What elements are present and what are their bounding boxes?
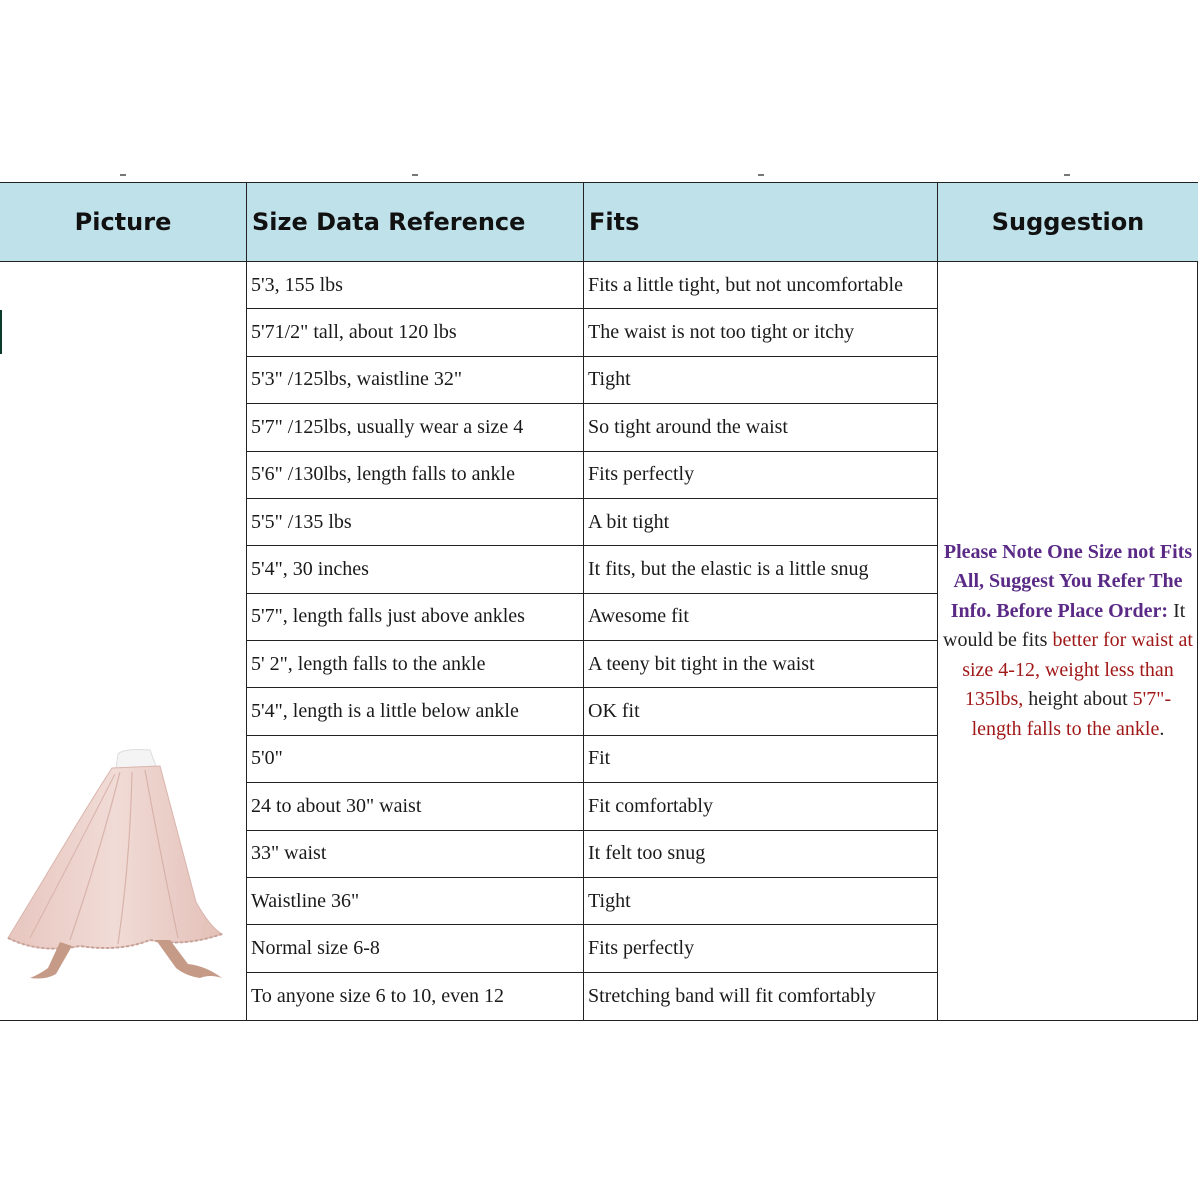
fit-cell: Fits perfectly [583, 452, 937, 499]
size-reference-cell: 24 to about 30" waist [246, 783, 583, 830]
fit-cell: Tight [583, 357, 937, 404]
picture-cell [0, 262, 246, 1020]
column-tick-4 [1064, 174, 1070, 176]
fit-cell: A bit tight [583, 499, 937, 546]
fit-cell: Stretching band will fit comfortably [583, 973, 937, 1020]
size-reference-cell: 5'3, 155 lbs [246, 262, 583, 309]
header-picture: Picture [0, 183, 246, 262]
fit-cell: Fits a little tight, but not uncomfortable [583, 262, 937, 309]
size-reference-cell: 5'7" /125lbs, usually wear a size 4 [246, 404, 583, 451]
suggestion-highlight-2: 5'7"-length falls to the ankle [971, 688, 1172, 740]
fit-cell: Fit [583, 736, 937, 783]
suggestion-highlight-1: better for waist at size 4-12, weight less than 135lbs, [962, 629, 1193, 711]
fit-cell: The waist is not too tight or itchy [583, 309, 937, 356]
size-reference-cell: 33" waist [246, 831, 583, 878]
column-tick-2 [412, 174, 418, 176]
column-tick-3 [758, 174, 764, 176]
suggestion-text-2: height about [1023, 688, 1133, 711]
fit-cell: Awesome fit [583, 594, 937, 641]
header-size-data-reference: Size Data Reference [246, 183, 583, 262]
suggestion-text-1: It would be fits [943, 599, 1186, 652]
fit-cell: Fits perfectly [583, 925, 937, 972]
size-reference-cell: Normal size 6-8 [246, 925, 583, 972]
size-reference-cell: Waistline 36" [246, 878, 583, 925]
size-reference-cell: 5'7", length falls just above ankles [246, 594, 583, 641]
header-fits: Fits [583, 183, 937, 262]
fit-cell: A teeny bit tight in the waist [583, 641, 937, 688]
fit-cell: Tight [583, 878, 937, 925]
size-reference-cell: To anyone size 6 to 10, even 12 [246, 973, 583, 1020]
column-tick-1 [120, 174, 126, 176]
fit-cell: So tight around the waist [583, 404, 937, 451]
size-reference-cell: 5'0" [246, 736, 583, 783]
size-reference-cell: 5'4", 30 inches [246, 546, 583, 593]
header-suggestion: Suggestion [937, 183, 1198, 262]
suggestion-text [942, 538, 1194, 745]
suggestion-cell [937, 262, 1198, 1020]
size-reference-cell: 5'4", length is a little below ankle [246, 688, 583, 735]
pink-maxi-skirt-photo [0, 742, 246, 1002]
suggestion-note: Please Note One Size not Fits All, Suggest You Refer The Info. Before Place Order: [943, 540, 1193, 622]
size-reference-cell: 5' 2", length falls to the ankle [246, 641, 583, 688]
size-reference-cell: 5'3" /125lbs, waistline 32" [246, 357, 583, 404]
fit-cell: OK fit [583, 688, 937, 735]
fit-cell: It felt too snug [583, 831, 937, 878]
suggestion-text-3: . [1159, 717, 1165, 740]
fit-cell: It fits, but the elastic is a little snug [583, 546, 937, 593]
size-reference-cell: 5'71/2" tall, about 120 lbs [246, 309, 583, 356]
size-reference-cell: 5'5" /135 lbs [246, 499, 583, 546]
size-reference-cell: 5'6" /130lbs, length falls to ankle [246, 452, 583, 499]
fit-cell: Fit comfortably [583, 783, 937, 830]
size-reference-table [0, 182, 1198, 1021]
